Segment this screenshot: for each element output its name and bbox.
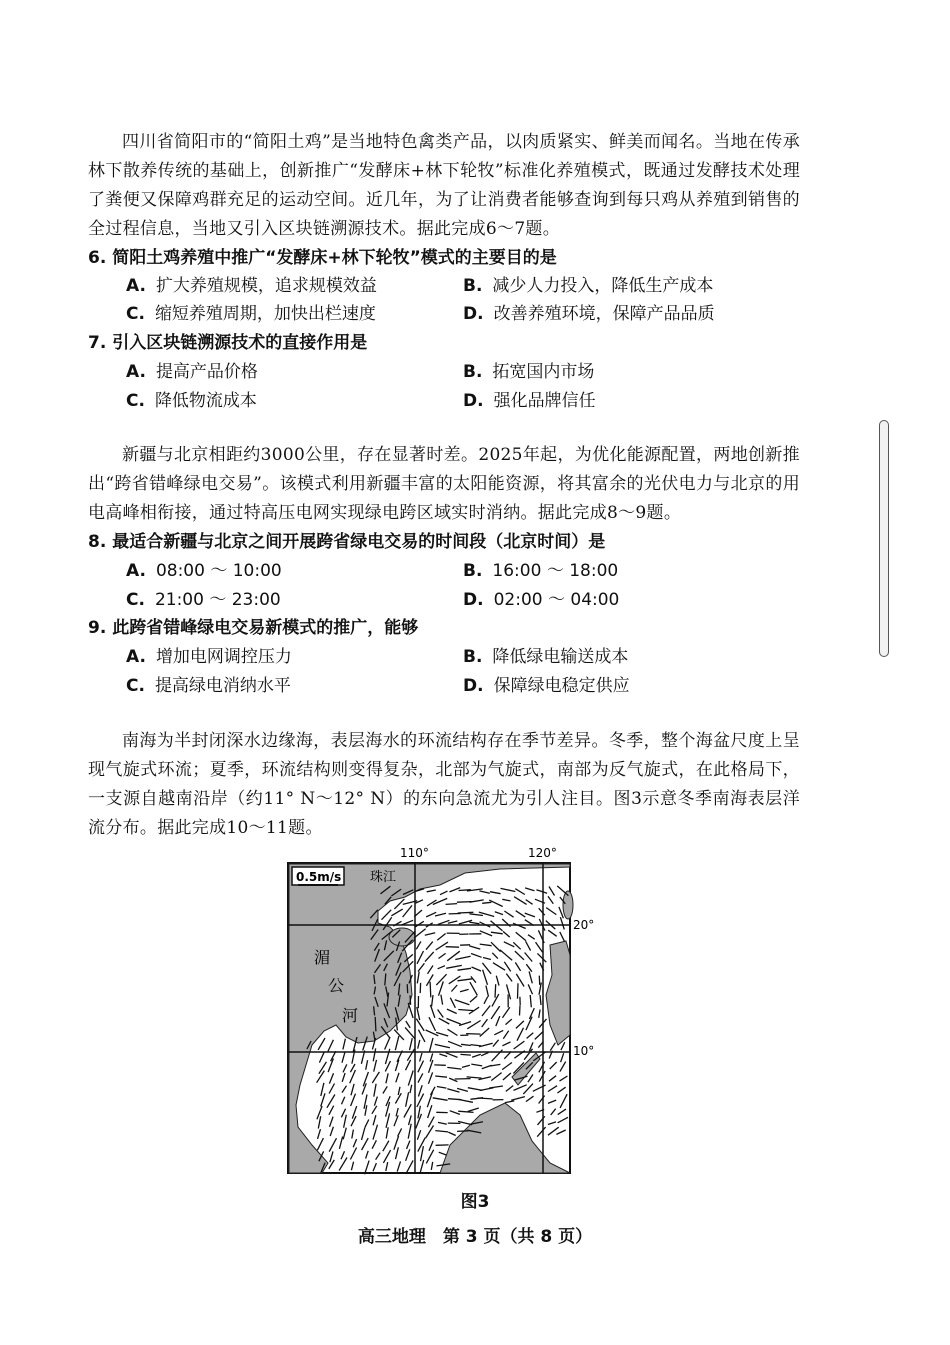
option-text: 16:00 ～ 18:00 [492, 561, 619, 581]
option-letter: D. [463, 676, 484, 696]
option-letter: B. [463, 276, 483, 296]
ocean-current-map [250, 845, 610, 1185]
passage-south-china-sea: 南海为半封闭深水边缘海，表层海水的环流结构存在季节差异。冬季，整个海盆尺度上呈现气旋式环流；夏季，环流结构则变得复杂，北部为气旋式，南部为反气旋式，在此格局下，一支源自越南沿岸（约11° N～12° N）的东向急流尤为引人注目。图3示意冬季南海表层洋流分布。据此完成10～11题。 [88, 731, 800, 838]
q9-option-b[interactable] [463, 643, 628, 672]
question-7: 7. 引入区块链溯源技术的直接作用是 [88, 333, 368, 353]
option-text: 强化品牌信任 [493, 391, 596, 411]
option-text: 改善养殖环境，保障产品品质 [493, 304, 715, 324]
current-vector [466, 1034, 480, 1035]
option-text: 02:00 ～ 04:00 [493, 590, 620, 610]
current-vector [458, 912, 474, 913]
label-mekong-1: 湄 [314, 948, 331, 967]
label-mekong-2: 公 [328, 976, 345, 995]
option-text: 缩短养殖周期，加快出栏速度 [154, 304, 376, 324]
option-letter: A. [126, 276, 146, 296]
option-letter: D. [463, 304, 484, 324]
q9-option-c[interactable] [126, 672, 291, 701]
current-vector [518, 983, 519, 998]
current-vector [495, 984, 496, 998]
option-text: 21:00 ～ 23:00 [154, 590, 281, 610]
option-text: 保障绿电稳定供应 [493, 676, 630, 696]
option-letter: D. [463, 590, 484, 610]
option-letter: A. [126, 561, 146, 581]
label-lat-10: 10° [573, 1044, 595, 1058]
vertical-scrollbar[interactable] [879, 420, 889, 657]
q8-option-a[interactable] [126, 557, 282, 586]
label-zhujiang: 珠江 [370, 870, 397, 885]
current-vector [520, 1005, 521, 1015]
option-letter: C. [126, 304, 145, 324]
option-text: 减少人力投入，降低生产成本 [492, 276, 714, 296]
q6-option-a[interactable] [126, 272, 377, 301]
q7-option-b[interactable] [463, 358, 594, 387]
label-lon-110: 110° [400, 846, 429, 860]
current-vector [410, 995, 411, 1005]
option-text: 拓宽国内市场 [492, 362, 595, 382]
current-vector [446, 904, 458, 905]
scale-label: 0.5m/s [296, 870, 342, 884]
q7-option-d[interactable] [463, 387, 596, 416]
q9-option-d[interactable] [463, 672, 630, 701]
q8-option-c[interactable] [126, 586, 281, 615]
page-footer: 高三地理 第 3 页（共 8 页） [357, 1227, 593, 1247]
option-letter: B. [463, 647, 483, 667]
q9-option-a[interactable] [126, 643, 292, 672]
figure-3-map [250, 845, 610, 1185]
option-letter: A. [126, 362, 146, 382]
question-8: 8. 最适合新疆与北京之间开展跨省绿电交易的时间段（北京时间）是 [88, 532, 606, 552]
q6-option-c[interactable] [126, 300, 376, 329]
option-text: 08:00 ～ 10:00 [155, 561, 282, 581]
option-text: 提高绿电消纳水平 [154, 676, 291, 696]
option-text: 增加电网调控压力 [155, 647, 292, 667]
option-text: 降低物流成本 [154, 391, 257, 411]
option-letter: C. [126, 676, 145, 696]
q7-option-c[interactable] [126, 387, 257, 416]
option-letter: C. [126, 391, 145, 411]
current-vector [457, 1131, 468, 1132]
label-lon-120: 120° [528, 846, 557, 860]
option-text: 降低绿电输送成本 [492, 647, 629, 667]
q6-option-b[interactable] [463, 272, 713, 301]
passage-green-power: 新疆与北京相距约3000公里，存在显著时差。2025年起，为优化能源配置，两地创新推出“跨省错峰绿电交易”。该模式利用新疆丰富的太阳能资源，将其富余的光伏电力与北京的用电高峰相衔接，通过特高压电网实现绿电跨区域实时消纳。据此完成8～9题。 [88, 445, 800, 523]
current-vector [460, 1054, 471, 1055]
label-mekong-3: 河 [342, 1006, 359, 1025]
current-vector [478, 1098, 493, 1099]
option-letter: C. [126, 590, 145, 610]
current-vector [375, 1017, 376, 1032]
question-6: 6. 简阳土鸡养殖中推广“发酵床+林下轮牧”模式的主要目的是 [88, 248, 557, 268]
option-text: 扩大养殖规模，追求规模效益 [155, 276, 377, 296]
q8-option-b[interactable] [463, 557, 618, 586]
passage-jianyang-chicken: 四川省简阳市的“简阳土鸡”是当地特色禽类产品，以肉质紧实、鲜美而闻名。当地在传承林下散养传统的基础上，创新推广“发酵床+林下轮牧”标准化养殖模式，既通过发酵技术处理了粪便又保障鸡群充足的运动空间。近几年，为了让消费者能够查询到每只鸡从养殖到销售的全过程信息，当地又引入区块链溯源技术。据此完成6～7题。 [88, 132, 800, 239]
option-letter: B. [463, 561, 483, 581]
current-vector [430, 982, 431, 998]
question-9: 9. 此跨省错峰绿电交易新模式的推广，能够 [88, 618, 419, 638]
current-vector [446, 947, 459, 948]
current-vector [407, 984, 408, 993]
figure-caption: 图3 [460, 1192, 490, 1212]
option-letter: D. [463, 391, 484, 411]
q6-option-d[interactable] [463, 300, 715, 329]
q7-option-a[interactable] [126, 358, 258, 387]
option-text: 提高产品价格 [155, 362, 258, 382]
option-letter: A. [126, 647, 146, 667]
label-lat-20: 20° [573, 918, 595, 932]
q8-option-d[interactable] [463, 586, 619, 615]
option-letter: B. [463, 362, 483, 382]
